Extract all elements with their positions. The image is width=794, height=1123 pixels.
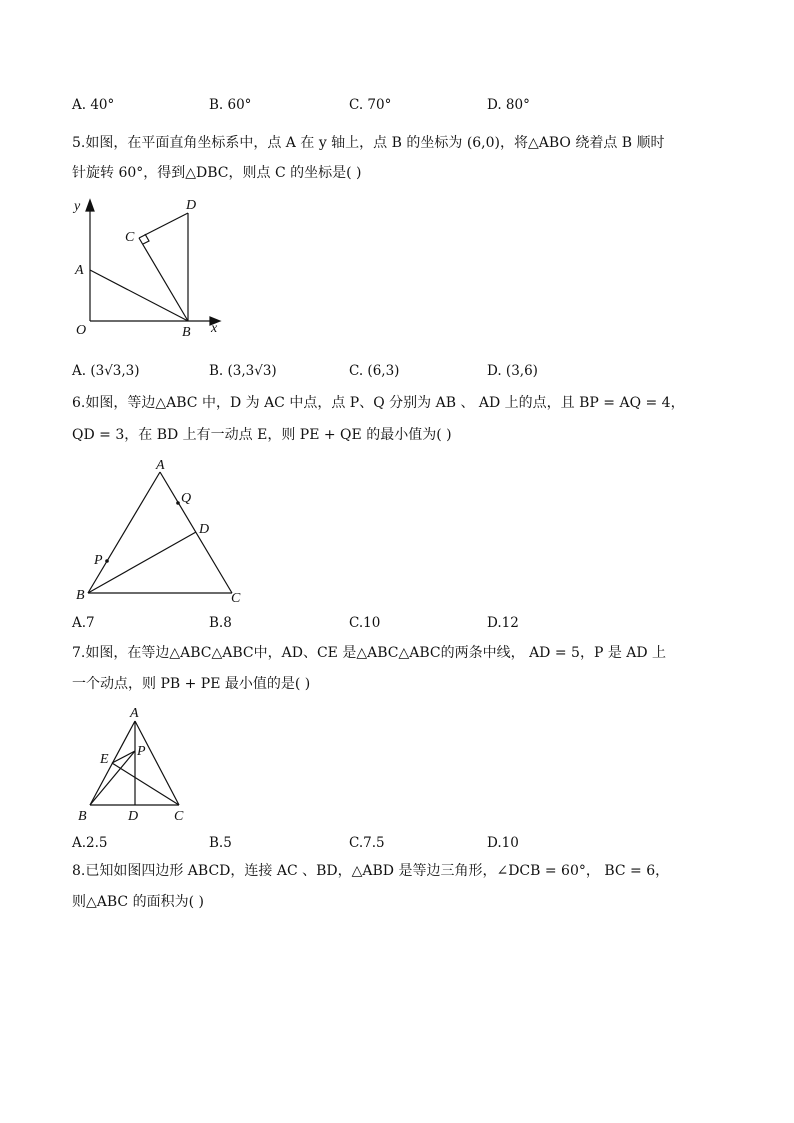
segment-bp [90,751,135,805]
q5-figure [72,193,232,343]
segment-ab [88,472,160,593]
q5-option-b: B. (3,3√3) [209,363,277,379]
q5-text-line1: 5.如图，在平面直角坐标系中，点 A 在 y 轴上，点 B 的坐标为 (6,0)，将△ABO 绕着点 B 顺时 [72,135,665,151]
label-y: y [74,199,81,214]
label-a: A [75,263,84,278]
y-axis-arrow [86,200,94,211]
point-q [176,501,180,505]
q7-option-b: B.5 [209,835,232,851]
q7-figure [72,705,202,827]
q6-option-c: C.10 [349,615,381,631]
label-b: B [182,325,191,340]
label-q: Q [181,491,192,506]
q4-option-a: A. 40° [72,97,115,113]
segment-bd [88,532,196,593]
q6-option-a: A.7 [72,615,95,631]
q7-option-a: A.2.5 [72,835,108,851]
label-d: D [199,522,210,537]
label-c: C [125,230,135,245]
label-p: P [94,553,103,568]
q4-option-c: C. 70° [349,97,392,113]
q4-option-d: D. 80° [487,97,530,113]
label-a: A [130,706,139,721]
label-p: P [137,744,146,759]
q6-text-line1: 6.如图，等边△ABC 中，D 为 AC 中点，点 P、Q 分别为 AB 、 AD 上的点，且 BP = AQ = 4， [72,395,685,411]
label-d: D [186,198,197,213]
segment-ec [112,763,179,805]
label-c: C [231,591,241,606]
label-a: A [156,458,165,473]
q5-text-line2: 针旋转 60°，得到△DBC，则点 C 的坐标是( ) [72,165,362,181]
q8-text-line1: 8.已知如图四边形 ABCD，连接 AC 、BD，△ABD 是等边三角形，∠DCB = 60°， BC = 6， [72,863,670,879]
q5-option-c: C. (6,3) [349,363,400,379]
label-x: x [211,321,218,336]
label-b: B [78,809,87,824]
point-p [105,559,109,563]
q6-option-d: D.12 [487,615,519,631]
q7-option-c: C.7.5 [349,835,385,851]
label-e: E [100,752,109,767]
q5-option-a: A. (3√3,3) [72,363,140,379]
q7-text-line2: 一个动点，则 PB + PE 最小值的是( ) [72,676,311,692]
label-c: C [174,809,184,824]
label-b: B [76,588,85,603]
q5-option-d: D. (3,6) [487,363,538,379]
label-o: O [76,323,87,338]
q7-text-line1: 7.如图，在等边△ABC△ABC中，AD、CE 是△ABC△ABC的两条中线， AD = 5，P 是 AD 上 [72,645,667,661]
q8-text-line2: 则△ABC 的面积为( ) [72,894,204,910]
q6-text-line2: QD = 3，在 BD 上有一动点 E，则 PE + QE 的最小值为( ) [72,427,452,443]
q6-figure [72,455,252,607]
segment-ac [135,721,179,805]
q4-option-b: B. 60° [209,97,252,113]
q6-option-b: B.8 [209,615,232,631]
q7-option-d: D.10 [487,835,519,851]
label-d: D [128,809,139,824]
segment-dc [139,213,188,238]
